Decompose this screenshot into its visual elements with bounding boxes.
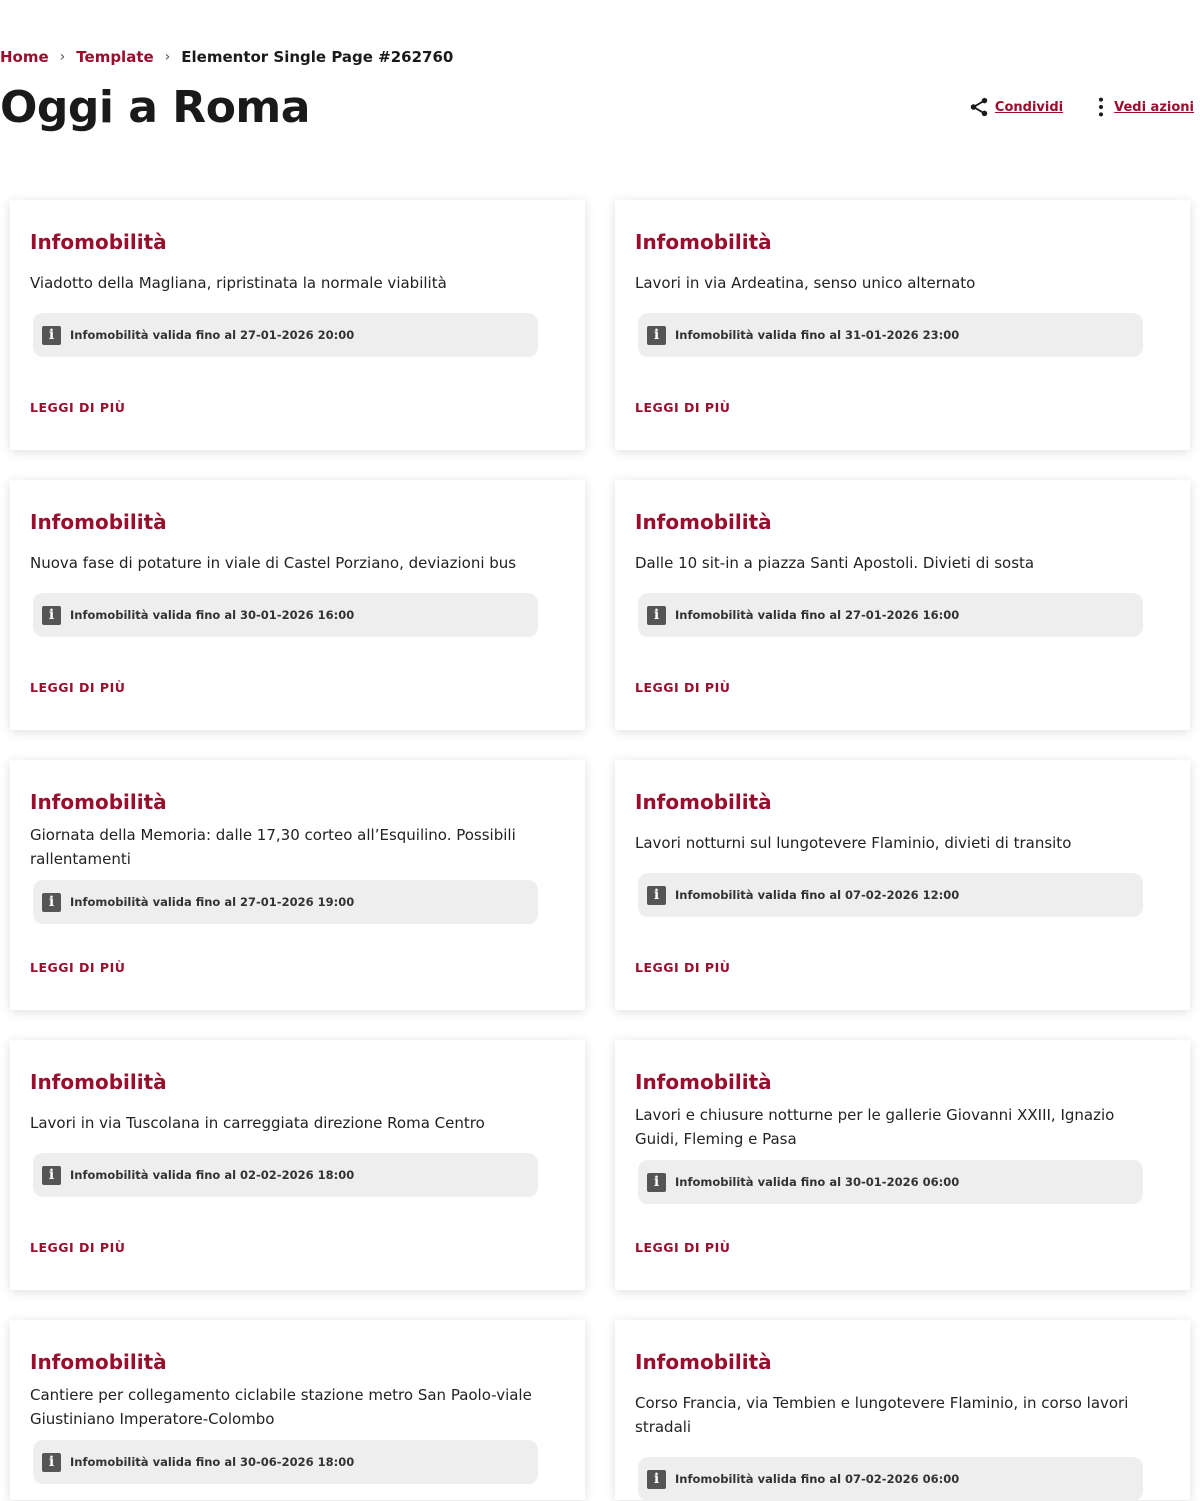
breadcrumb [0, 48, 453, 66]
validity-notice [638, 873, 1143, 917]
card-title: Lavori e chiusure notturne per le gallerie Giovanni XXIII, Ignazio Guidi, Fleming e Pasa [635, 1106, 1115, 1148]
read-more-link[interactable]: LEGGI DI PIÙ [30, 680, 126, 695]
card-title: Corso Francia, via Tembien e lungotevere Flaminio, in corso lavori stradali [635, 1394, 1129, 1436]
news-card [615, 1320, 1190, 1500]
info-icon: i [647, 606, 666, 625]
news-card [615, 1040, 1190, 1290]
info-icon: i [647, 326, 666, 345]
card-category: Infomobilità [30, 230, 167, 254]
info-icon: i [647, 1470, 666, 1489]
info-icon: i [42, 1166, 61, 1185]
info-icon: i [42, 606, 61, 625]
validity-notice [638, 1457, 1143, 1501]
more-actions-label: Vedi azioni [1114, 99, 1194, 115]
news-card [615, 760, 1190, 1010]
read-more-link[interactable]: LEGGI DI PIÙ [635, 680, 731, 695]
validity-text: Infomobilità valida fino al 27-01-2026 16:00 [675, 608, 960, 622]
read-more-link[interactable]: LEGGI DI PIÙ [30, 960, 126, 975]
card-title: Lavori in via Ardeatina, senso unico alternato [635, 274, 976, 292]
validity-text: Infomobilità valida fino al 30-01-2026 06:00 [675, 1175, 960, 1189]
more-actions-button[interactable] [1093, 96, 1194, 118]
validity-notice [638, 593, 1143, 637]
validity-text: Infomobilità valida fino al 27-01-2026 19:00 [70, 895, 355, 909]
card-category: Infomobilità [635, 230, 772, 254]
validity-text: Infomobilità valida fino al 07-02-2026 12:00 [675, 888, 960, 902]
info-icon: i [42, 326, 61, 345]
news-card [10, 480, 585, 730]
validity-text: Infomobilità valida fino al 02-02-2026 18:00 [70, 1168, 355, 1182]
news-card [10, 760, 585, 1010]
page-actions [968, 96, 1194, 118]
read-more-link[interactable]: LEGGI DI PIÙ [635, 1240, 731, 1255]
breadcrumb-current: Elementor Single Page #262760 [181, 48, 454, 66]
page-title: Oggi a Roma [0, 82, 310, 133]
card-category: Infomobilità [30, 1350, 167, 1374]
validity-text: Infomobilità valida fino al 30-01-2026 16:00 [70, 608, 355, 622]
card-category: Infomobilità [30, 790, 167, 814]
card-category: Infomobilità [30, 510, 167, 534]
card-title: Cantiere per collegamento ciclabile stazione metro San Paolo-viale Giustiniano Imperatore-Colombo [30, 1386, 532, 1428]
read-more-link[interactable]: LEGGI DI PIÙ [635, 960, 731, 975]
info-icon: i [647, 886, 666, 905]
breadcrumb-separator: › [164, 49, 171, 65]
card-title: Dalle 10 sit-in a piazza Santi Apostoli. Divieti di sosta [635, 554, 1035, 572]
validity-text: Infomobilità valida fino al 30-06-2026 18:00 [70, 1455, 355, 1469]
card-title: Giornata della Memoria: dalle 17,30 corteo all’Esquilino. Possibili rallentamenti [30, 826, 516, 868]
share-label: Condividi [994, 99, 1064, 115]
validity-text: Infomobilità valida fino al 31-01-2026 23:00 [675, 328, 960, 342]
validity-text: Infomobilità valida fino al 27-01-2026 20:00 [70, 328, 355, 342]
validity-notice [33, 1440, 538, 1484]
card-title: Nuova fase di potature in viale di Castel Porziano, deviazioni bus [30, 554, 517, 572]
card-category: Infomobilità [635, 1350, 772, 1374]
info-icon: i [42, 1453, 61, 1472]
more-vertical-icon [1093, 96, 1109, 118]
card-category: Infomobilità [635, 510, 772, 534]
read-more-link[interactable]: LEGGI DI PIÙ [30, 400, 126, 415]
info-icon: i [42, 893, 61, 912]
breadcrumb-home-link[interactable]: Home [0, 48, 49, 66]
card-category: Infomobilità [30, 1070, 167, 1094]
breadcrumb-separator: › [59, 49, 66, 65]
read-more-link[interactable]: LEGGI DI PIÙ [30, 1240, 126, 1255]
validity-text: Infomobilità valida fino al 07-02-2026 06:00 [675, 1472, 960, 1486]
card-title: Viadotto della Magliana, ripristinata la normale viabilità [30, 274, 447, 292]
info-icon: i [647, 1173, 666, 1192]
share-button[interactable] [968, 96, 1063, 118]
news-card [10, 1320, 585, 1500]
card-category: Infomobilità [635, 1070, 772, 1094]
validity-notice [638, 313, 1143, 357]
validity-notice [33, 593, 538, 637]
validity-notice [33, 1153, 538, 1197]
news-card [10, 200, 585, 450]
card-title: Lavori notturni sul lungotevere Flaminio, divieti di transito [635, 834, 1072, 852]
validity-notice [33, 880, 538, 924]
share-icon [968, 96, 990, 118]
card-title: Lavori in via Tuscolana in carreggiata direzione Roma Centro [30, 1114, 485, 1132]
validity-notice [638, 1160, 1143, 1204]
news-card [615, 200, 1190, 450]
read-more-link[interactable]: LEGGI DI PIÙ [635, 400, 731, 415]
card-category: Infomobilità [635, 790, 772, 814]
validity-notice [33, 313, 538, 357]
news-card [615, 480, 1190, 730]
news-card [10, 1040, 585, 1290]
breadcrumb-template-link[interactable]: Template [76, 48, 154, 66]
